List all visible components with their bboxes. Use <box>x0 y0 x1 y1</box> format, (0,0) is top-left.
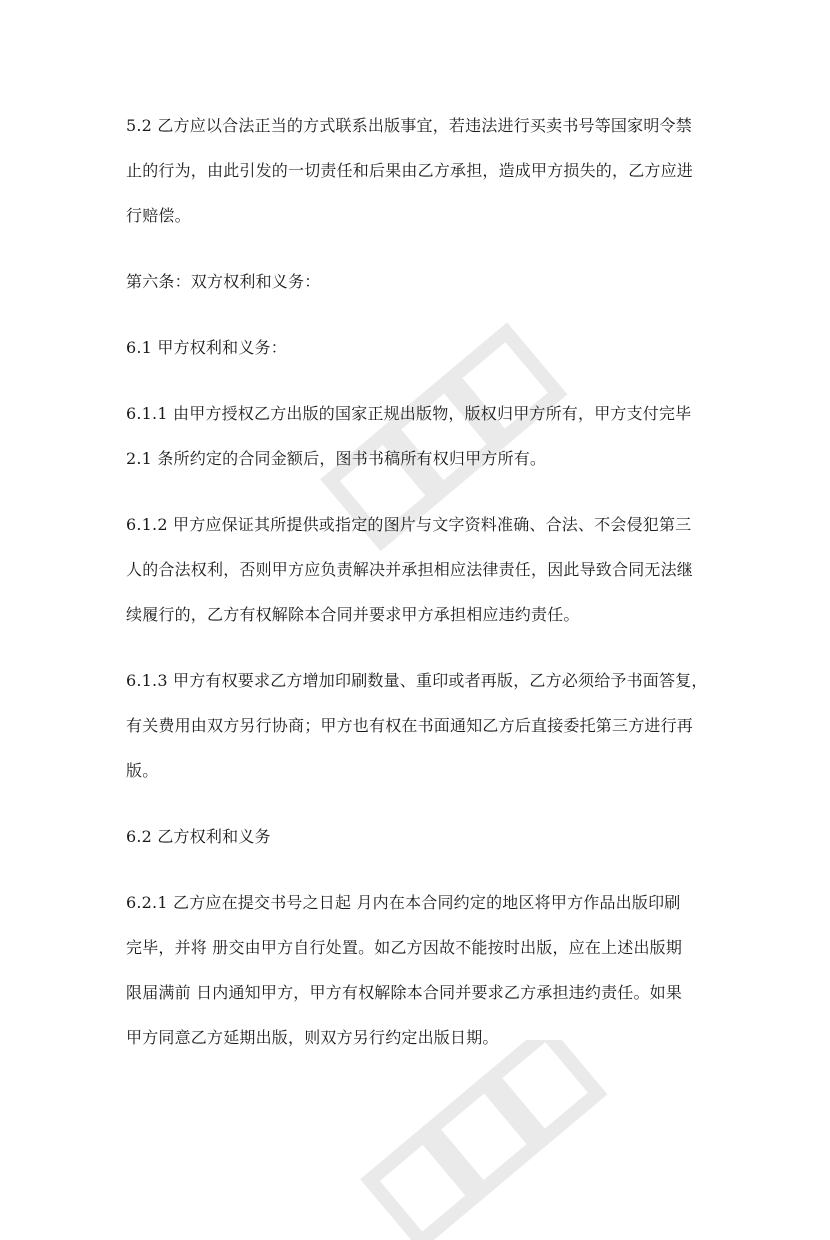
text-line: 6.1.2 甲方应保证其所提供或指定的图片与文字资料准确、合法、不会侵犯第三 <box>126 515 692 534</box>
paragraph-6-1-1 <box>126 391 718 481</box>
text-line: 版。 <box>126 761 159 780</box>
text-line: 2.1 条所约定的合同金额后，图书书稿所有权归甲方所有。 <box>126 449 547 468</box>
text-line: 止的行为，由此引发的一切责任和后果由乙方承担，造成甲方损失的，乙方应进 <box>126 161 694 180</box>
heading-6-1 <box>126 325 718 370</box>
heading-6-2 <box>126 814 718 859</box>
heading-article-6 <box>126 259 718 304</box>
paragraph-6-2-1 <box>126 880 718 1060</box>
paragraph-6-1-3 <box>126 658 718 793</box>
document-body <box>126 103 718 1081</box>
text-line: 6.2 乙方权利和义务 <box>126 827 271 846</box>
text-line: 6.2.1 乙方应在提交书号之日起 月内在本合同约定的地区将甲方作品出版印刷 <box>126 893 681 912</box>
text-line: 完毕，并将 册交由甲方自行处置。如乙方因故不能按时出版，应在上述出版期 <box>126 938 683 957</box>
text-line: 人的合法权利，否则甲方应负责解决并承担相应法律责任，因此导致合同无法继 <box>126 560 694 579</box>
text-line: 限届满前 日内通知甲方，甲方有权解除本合同并要求乙方承担违约责任。如果 <box>126 983 683 1002</box>
text-line: 甲方同意乙方延期出版，则双方另行约定出版日期。 <box>126 1028 499 1047</box>
text-line: 6.1 甲方权利和义务： <box>126 338 287 357</box>
text-line: 6.1.3 甲方有权要求乙方增加印刷数量、重印或者再版，乙方必须给予书面答复， <box>126 671 708 690</box>
text-line: 6.1.1 由甲方授权乙方出版的国家正规出版物，版权归甲方所有，甲方支付完毕 <box>126 404 692 423</box>
text-line: 有关费用由双方另行协商；甲方也有权在书面通知乙方后直接委托第三方进行再 <box>126 716 694 735</box>
text-line: 行赔偿。 <box>126 206 191 225</box>
paragraph-6-1-2 <box>126 502 718 637</box>
paragraph-5-2 <box>126 103 718 238</box>
text-line: 5.2 乙方应以合法正当的方式联系出版事宜，若违法进行买卖书号等国家明令禁 <box>126 116 692 135</box>
text-line: 第六条：双方权利和义务： <box>126 272 321 291</box>
text-line: 续履行的，乙方有权解除本合同并要求甲方承担相应违约责任。 <box>126 605 580 624</box>
